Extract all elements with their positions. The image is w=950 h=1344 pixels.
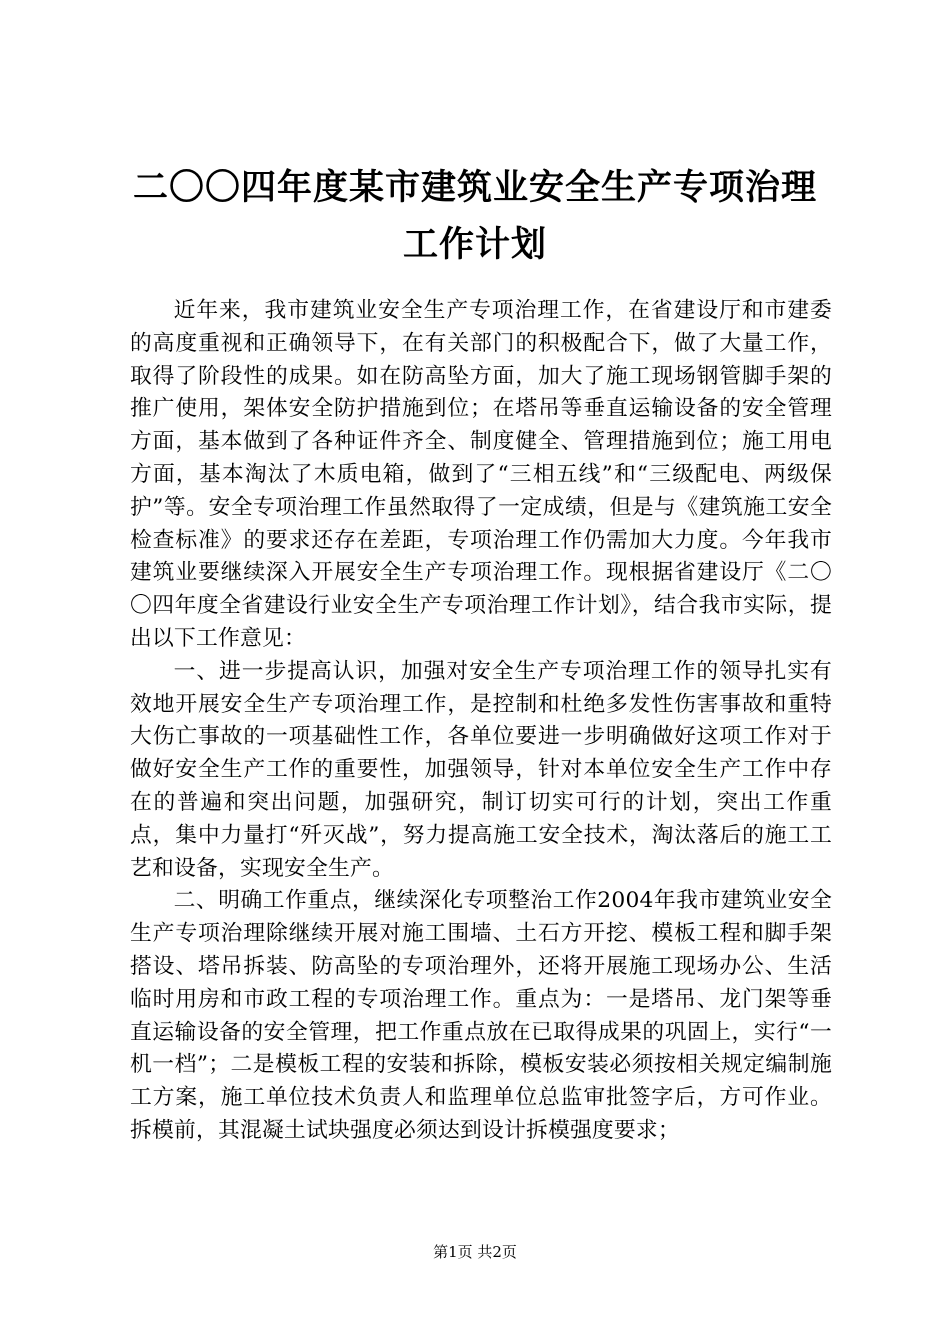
page-number-footer: 第1页 共2页 (433, 1243, 517, 1261)
document-body (130, 295, 832, 1148)
document-title: 二〇〇四年度某市建筑业安全生产专项治理工作计划 (132, 168, 817, 265)
paragraph-section-2: 二、明确工作重点，继续深化专项整治工作2004年我市建筑业安全生产专项治理除继续开展对施工围墙、土石方开挖、模板工程和脚手架搭设、塔吊拆装、防高坠的专项治理外，还将开展施工现场办公、生活临时用房和市政工程的专项治理工作。重点为：一是塔吊、龙门架等垂直运输设备的安全管理，把工作重点放在已取得成果的巩固上，实行“一机一档”；二是模板工程的安装和拆除，模板安装必须按相关规定编制施工方案，施工单位技术负责人和监理单位总监审批签字后，方可作业。拆模前，其混凝土试块强度必须达到设计拆模强度要求； (130, 888, 832, 1143)
paragraph-intro: 近年来，我市建筑业安全生产专项治理工作，在省建设厅和市建委的高度重视和正确领导下，在有关部门的积极配合下，做了大量工作，取得了阶段性的成果。如在防高坠方面，加大了施工现场钢管脚手架的推广使用，架体安全防护措施到位；在塔吊等垂直运输设备的安全管理方面，基本做到了各种证件齐全、制度健全、管理措施到位；施工用电方面，基本淘汰了木质电箱，做到了“三相五线”和“三级配电、两级保护”等。安全专项治理工作虽然取得了一定成绩，但是与《建筑施工安全检查标准》的要求还存在差距，专项治理工作仍需加大力度。今年我市建筑业要继续深入开展安全生产专项治理工作。现根据省建设厅《二〇〇四年度全省建设行业安全生产专项治理工作计划》，结合我市实际，提出以下工作意见： (130, 298, 832, 651)
paragraph-section-1: 一、进一步提高认识，加强对安全生产专项治理工作的领导扎实有效地开展安全生产专项治理工作，是控制和杜绝多发性伤害事故和重特大伤亡事故的一项基础性工作，各单位要进一步明确做好这项工作对于做好安全生产工作的重要性，加强领导，针对本单位安全生产工作中存在的普遍和突出问题，加强研究，制订切实可行的计划，突出工作重点，集中力量打“歼灭战”，努力提高施工安全技术，淘汰落后的施工工艺和设备，实现安全生产。 (130, 658, 832, 881)
